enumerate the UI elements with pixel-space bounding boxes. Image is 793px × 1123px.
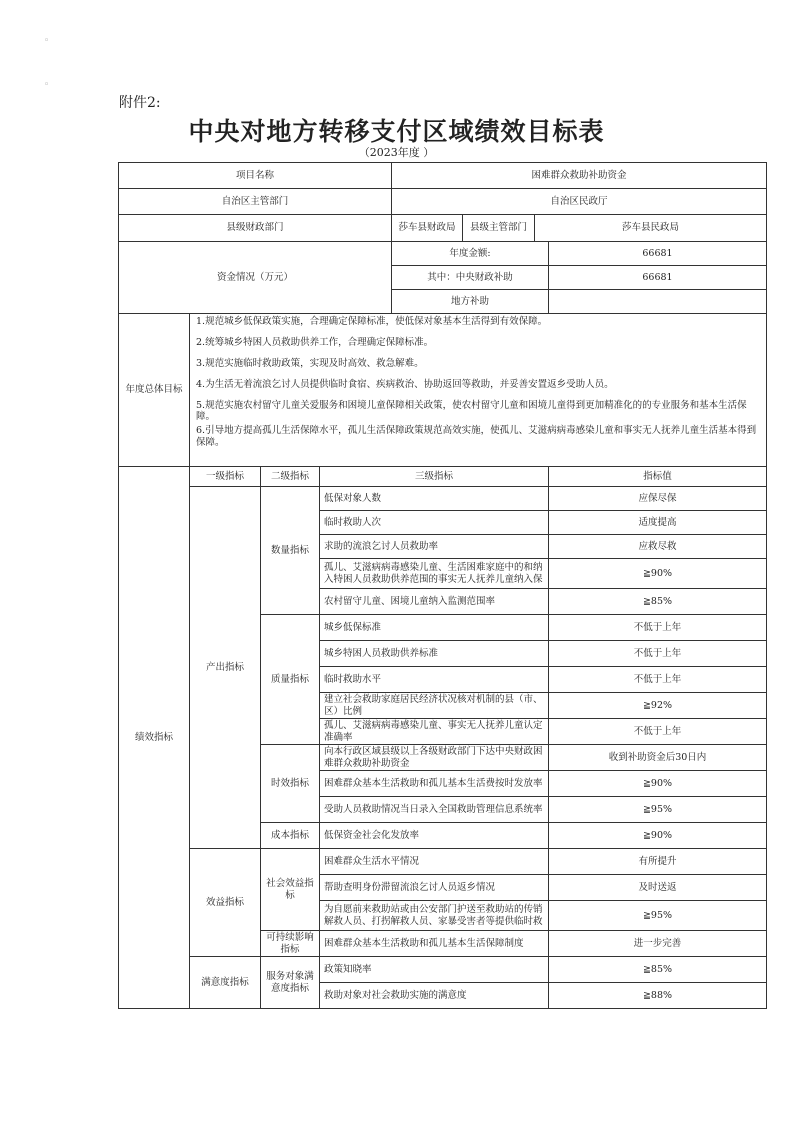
indicator-name: 农村留守儿童、困境儿童纳入监测范围率 <box>320 589 549 615</box>
scan-mark: ◦ <box>44 36 50 46</box>
annual-amount-label: 年度金额: <box>392 242 549 266</box>
indicator-value: ≧85% <box>549 957 767 983</box>
county-finance-label: 县级财政部门 <box>119 215 392 242</box>
indicator-name: 帮助查明身份滞留流浪乞讨人员返乡情况 <box>320 875 549 901</box>
indicator-value: 应救尽救 <box>549 535 767 559</box>
project-name-value: 困难群众救助补助资金 <box>392 163 767 189</box>
indicator-value: ≧90% <box>549 823 767 849</box>
indicator-name: 临时救助人次 <box>320 511 549 535</box>
social-benefit-label: 社会效益指标 <box>261 849 320 931</box>
annual-goal-content <box>190 314 767 467</box>
cost-indicator-label: 成本指标 <box>261 823 320 849</box>
satisfaction-indicator-label: 满意度指标 <box>190 957 261 1009</box>
project-name-label: 项目名称 <box>119 163 392 189</box>
indicator-name: 受助人员救助情况当日录入全国救助管理信息系统率 <box>320 797 549 823</box>
indicator-name: 为自愿前来救助站或由公安部门护送至救助站的传销解救人员、打拐解救人员、家暴受害者等提供临时救 <box>320 901 549 931</box>
local-subsidy-label: 地方补助 <box>392 290 549 314</box>
col-level2: 二级指标 <box>261 467 320 487</box>
quality-indicator-label: 质量指标 <box>261 615 320 745</box>
col-value: 指标值 <box>549 467 767 487</box>
goal-item: 1.规范城乡低保政策实施，合理确定保障标准，使低保对象基本生活得到有效保障。 <box>196 316 548 327</box>
goal-item: 2.统筹城乡特困人员救助供养工作，合理确定保障标准。 <box>196 336 434 348</box>
indicator-name: 孤儿、艾滋病病毒感染儿童、生活困难家庭中的和纳入特困人员救助供养范围的事实无人抚养儿童纳入保 <box>320 559 549 589</box>
annual-amount-value: 66681 <box>549 242 767 266</box>
annual-goal-label: 年度总体目标 <box>119 314 190 467</box>
indicator-name: 临时救助水平 <box>320 667 549 693</box>
indicator-name: 求助的流浪乞讨人员救助率 <box>320 535 549 559</box>
indicator-value: 不低于上年 <box>549 641 767 667</box>
central-subsidy-value: 66681 <box>549 266 767 290</box>
county-dept-value: 莎车县民政局 <box>535 215 767 242</box>
central-subsidy-label: 其中：中央财政补助 <box>392 266 549 290</box>
goal-item: 5.规范实施农村留守儿童关爱服务和困境儿童保障相关政策，使农村留守儿童和困境儿童得到更加精准化的的专业服务和基本生活保障。 <box>196 399 747 423</box>
sustainable-impact-label: 可持续影响指标 <box>261 931 320 957</box>
region-dept-value: 自治区民政厅 <box>392 189 767 215</box>
indicator-value: 适度提高 <box>549 511 767 535</box>
indicator-name: 低保对象人数 <box>320 487 549 511</box>
indicator-value: 及时送返 <box>549 875 767 901</box>
goal-item: 3.规范实施临时救助政策，实现及时高效、救急解难。 <box>196 357 424 369</box>
indicator-value: ≧88% <box>549 983 767 1009</box>
indicator-value: 进一步完善 <box>549 931 767 957</box>
indicator-name: 孤儿、艾滋病病毒感染儿童、事实无人抚养儿童认定准确率 <box>320 719 549 745</box>
indicator-value: ≧90% <box>549 771 767 797</box>
indicator-value: 不低于上年 <box>549 615 767 641</box>
indicators-label: 绩效指标 <box>119 467 190 1009</box>
funds-label: 资金情况（万元） <box>119 242 392 314</box>
indicator-name: 建立社会救助家庭居民经济状况核对机制的县（市、区）比例 <box>320 693 549 719</box>
page-title: 中央对地方转移支付区域绩效目标表 <box>188 117 605 146</box>
output-indicator-label: 产出指标 <box>190 487 261 849</box>
indicator-value: 收到补助资金后30日内 <box>549 745 767 771</box>
indicator-value: ≧85% <box>549 589 767 615</box>
quantity-indicator-label: 数量指标 <box>261 487 320 615</box>
indicator-value: 有所提升 <box>549 849 767 875</box>
service-satisfaction-label: 服务对象满意度指标 <box>261 957 320 1009</box>
indicator-name: 困难群众基本生活救助和孤儿基本生活保障制度 <box>320 931 549 957</box>
goal-item: 4.为生活无着流浪乞讨人员提供临时食宿、疾病救治、协助返回等救助，并妥善安置返乡受助人员。 <box>196 378 614 390</box>
col-level1: 一级指标 <box>190 467 261 487</box>
indicator-name: 城乡低保标准 <box>320 615 549 641</box>
indicator-name: 城乡特困人员救助供养标准 <box>320 641 549 667</box>
indicator-value: 不低于上年 <box>549 719 767 745</box>
attachment-label: 附件2: <box>119 95 161 111</box>
benefit-indicator-label: 效益指标 <box>190 849 261 957</box>
indicator-value: 不低于上年 <box>549 667 767 693</box>
indicator-value: 应保尽保 <box>549 487 767 511</box>
indicator-value: ≧95% <box>549 797 767 823</box>
indicator-value: ≧92% <box>549 693 767 719</box>
county-finance-value: 莎车县财政局 <box>392 215 463 241</box>
region-dept-label: 自治区主管部门 <box>119 189 392 215</box>
indicator-name: 救助对象对社会救助实施的满意度 <box>320 983 549 1009</box>
goal-item: 6.引导地方提高孤儿生活保障水平，孤儿生活保障政策规范高效实施，使孤儿、艾滋病病毒感染儿童和事实无人抚养儿童生活基本得到保障。 <box>196 425 757 449</box>
indicator-name: 困难群众生活水平情况 <box>320 849 549 875</box>
col-level3: 三级指标 <box>320 467 549 487</box>
scan-mark: ◦ <box>44 80 50 90</box>
indicator-name: 政策知晓率 <box>320 957 549 983</box>
indicator-value: ≧95% <box>549 901 767 931</box>
performance-table <box>118 162 767 1009</box>
county-dept-label: 县级主管部门 <box>469 222 527 233</box>
local-subsidy-value <box>549 290 767 314</box>
year-label: （2023年度 ） <box>358 146 435 159</box>
indicator-name: 向本行政区域县级以上各级财政部门下达中央财政困难群众救助补助资金 <box>320 745 549 771</box>
indicator-name: 低保资金社会化发放率 <box>320 823 549 849</box>
timeliness-indicator-label: 时效指标 <box>261 745 320 823</box>
indicator-name: 困难群众基本生活救助和孤儿基本生活费按时发放率 <box>320 771 549 797</box>
indicator-value: ≧90% <box>549 559 767 589</box>
